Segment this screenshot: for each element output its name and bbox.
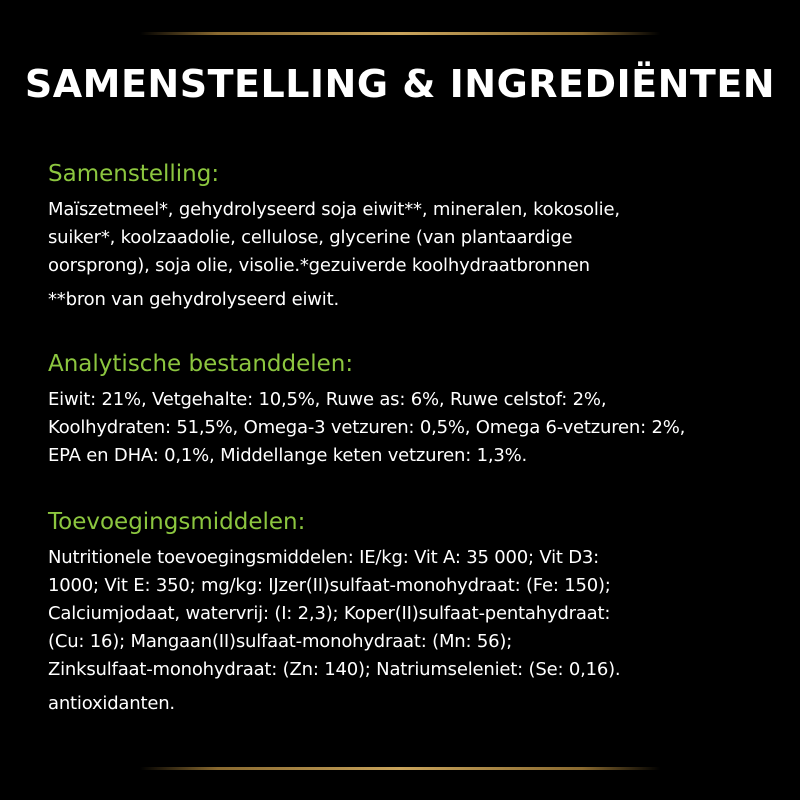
text-line: oorsprong), soja olie, visolie.*gezuiverde koolhydraatbronnen bbox=[48, 255, 590, 276]
bottom-gold-divider bbox=[140, 767, 660, 770]
section-heading: Analytische bestanddelen: bbox=[48, 351, 354, 377]
section-toevoegingsmiddelen bbox=[48, 506, 778, 718]
text-line: 1000; Vit E: 350; mg/kg: IJzer(II)sulfaat-monohydraat: (Fe: 150); bbox=[48, 575, 611, 596]
text-line: EPA en DHA: 0,1%, Middellange keten vetzuren: 1,3%. bbox=[48, 445, 528, 466]
section-body bbox=[48, 544, 778, 684]
text-line: (Cu: 16); Mangaan(II)sulfaat-monohydraat: (Mn: 56); bbox=[48, 631, 513, 652]
section-analytische-bestanddelen bbox=[48, 348, 778, 470]
text-line: suiker*, koolzaadolie, cellulose, glycerine (van plantaardige bbox=[48, 227, 573, 248]
page-title: SAMENSTELLING & INGREDIËNTEN bbox=[24, 62, 776, 106]
text-line: Koolhydraten: 51,5%, Omega-3 vetzuren: 0,5%, Omega 6-vetzuren: 2%, bbox=[48, 417, 686, 438]
top-gold-divider bbox=[140, 32, 660, 35]
text-line: Calciumjodaat, watervrij: (I: 2,3); Koper(II)sulfaat-pentahydraat: bbox=[48, 603, 611, 624]
section-body bbox=[48, 196, 778, 280]
section-heading: Toevoegingsmiddelen: bbox=[48, 509, 306, 535]
text-line: Zinksulfaat-monohydraat: (Zn: 140); Natriumseleniet: (Se: 0,16). bbox=[48, 659, 621, 680]
text-line: Eiwit: 21%, Vetgehalte: 10,5%, Ruwe as: 6%, Ruwe celstof: 2%, bbox=[48, 389, 607, 410]
section-note: **bron van gehydrolyseerd eiwit. bbox=[48, 289, 339, 310]
section-note: antioxidanten. bbox=[48, 693, 175, 714]
section-heading: Samenstelling: bbox=[48, 161, 220, 187]
section-body bbox=[48, 386, 778, 470]
text-line: Maïszetmeel*, gehydrolyseerd soja eiwit**, mineralen, kokosolie, bbox=[48, 199, 620, 220]
text-line: Nutritionele toevoegingsmiddelen: IE/kg: Vit A: 35 000; Vit D3: bbox=[48, 547, 600, 568]
section-samenstelling bbox=[48, 158, 778, 314]
